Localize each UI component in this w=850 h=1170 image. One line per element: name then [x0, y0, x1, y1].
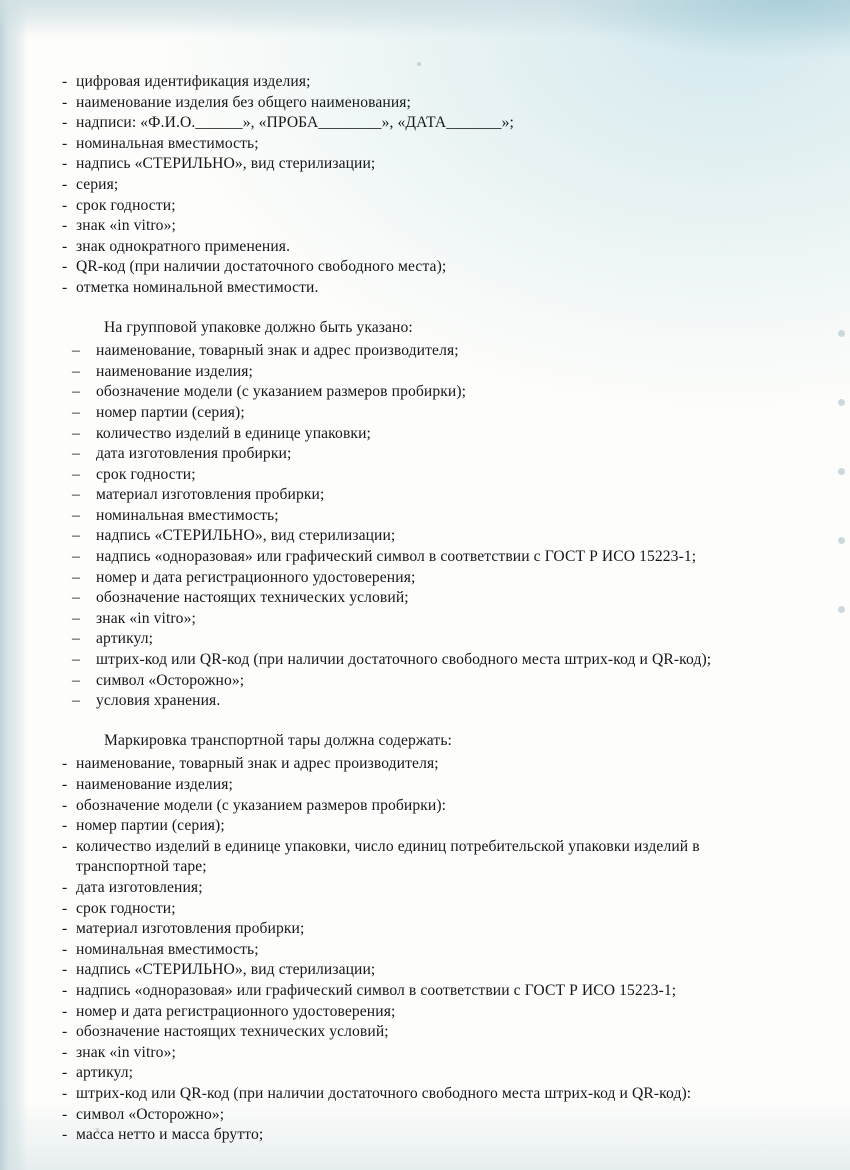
- list-item: – номинальная вместимость;: [62, 506, 762, 527]
- list-item: - обозначение модели (с указанием размеров пробирки):: [62, 796, 762, 817]
- scan-corner-tint: [550, 0, 850, 60]
- list-item: – артикул;: [62, 629, 762, 650]
- list-item: - знак «in vitro»;: [62, 216, 762, 237]
- list-item: - знак «in vitro»;: [62, 1043, 762, 1064]
- list-item: – дата изготовления пробирки;: [62, 444, 762, 465]
- list-item: - символ «Осторожно»;: [62, 1105, 762, 1126]
- list-item: – номер партии (серия);: [62, 403, 762, 424]
- list-item: – надпись «одноразовая» или графический символ в соответствии с ГОСТ Р ИСО 15223-1;: [62, 547, 762, 568]
- list-item: - артикул;: [62, 1063, 762, 1084]
- list-item: - номер и дата регистрационного удостоверения;: [62, 1002, 762, 1023]
- list-item: - надпись «СТЕРИЛЬНО», вид стерилизации;: [62, 960, 762, 981]
- list-item: – знак «in vitro»;: [62, 609, 762, 630]
- list-item: - штрих-код или QR-код (при наличии достаточного свободного места штрих-код и QR-код):: [62, 1084, 762, 1105]
- list-item: – номер и дата регистрационного удостоверения;: [62, 568, 762, 589]
- list-item: - цифровая идентификация изделия;: [62, 72, 762, 93]
- list-item: – наименование, товарный знак и адрес производителя;: [62, 341, 762, 362]
- list-group-package: [62, 341, 762, 712]
- scan-left-edge-shadow: [0, 0, 26, 1170]
- list-item: - знак однократного применения.: [62, 237, 762, 258]
- list-item: – количество изделий в единице упаковки;: [62, 424, 762, 445]
- list-item: – материал изготовления пробирки;: [62, 485, 762, 506]
- list-item: – условия хранения.: [62, 691, 762, 712]
- list-item: - обозначение настоящих технических условий;: [62, 1022, 762, 1043]
- list-item: – обозначение настоящих технических условий;: [62, 588, 762, 609]
- list-item: - номер партии (серия);: [62, 816, 762, 837]
- list-item: - дата изготовления;: [62, 878, 762, 899]
- list-item: - наименование, товарный знак и адрес производителя;: [62, 754, 762, 775]
- list-item: - номинальная вместимость;: [62, 134, 762, 155]
- list-item: – надпись «СТЕРИЛЬНО», вид стерилизации;: [62, 526, 762, 547]
- list-item: – срок годности;: [62, 465, 762, 486]
- document-text-body: [62, 72, 762, 1146]
- list-item: - наименование изделия;: [62, 775, 762, 796]
- list-item: – символ «Осторожно»;: [62, 671, 762, 692]
- list-transport-package: [62, 754, 762, 1145]
- list-item: - надпись «одноразовая» или графический символ в соответствии с ГОСТ Р ИСО 15223-1;: [62, 981, 762, 1002]
- list-item: - срок годности;: [62, 196, 762, 217]
- heading-transport-package: Маркировка транспортной тары должна содержать:: [104, 731, 452, 749]
- list-item: - серия;: [62, 175, 762, 196]
- list-item: - срок годности;: [62, 899, 762, 920]
- scan-speck: [417, 62, 421, 66]
- list-item: - наименование изделия без общего наименования;: [62, 93, 762, 114]
- list-item: - надпись «СТЕРИЛЬНО», вид стерилизации;: [62, 154, 762, 175]
- list-individual-marking: [62, 72, 762, 299]
- heading-group-package: На групповой упаковке должно быть указано:: [104, 318, 413, 336]
- list-item: – обозначение модели (с указанием размеров пробирки);: [62, 382, 762, 403]
- list-item: - отметка номинальной вместимости.: [62, 278, 762, 299]
- page-edge-marks: [838, 330, 848, 750]
- list-item: – наименование изделия;: [62, 362, 762, 383]
- list-item: - QR-код (при наличии достаточного свободного места);: [62, 257, 762, 278]
- list-item: - надписи: «Ф.И.О.______», «ПРОБА________», «ДАТА_______»;: [62, 113, 762, 134]
- list-item: – штрих-код или QR-код (при наличии достаточного свободного места штрих-код и QR-код);: [62, 650, 762, 671]
- list-item: - количество изделий в единице упаковки, число единиц потребительской упаковки изделий в транспортной таре;: [62, 837, 762, 878]
- list-item: - номинальная вместимость;: [62, 940, 762, 961]
- list-item: - материал изготовления пробирки;: [62, 919, 762, 940]
- list-item: - масса нетто и масса брутто;: [62, 1125, 762, 1146]
